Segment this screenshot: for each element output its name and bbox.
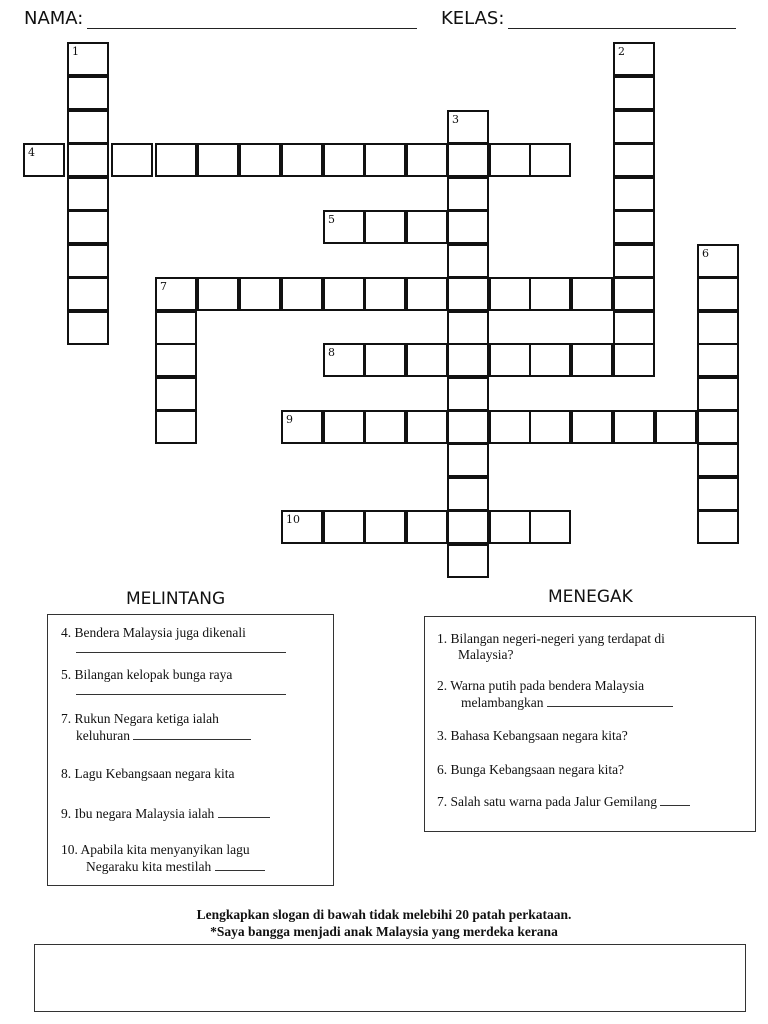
crossword-cell-6[interactable] (697, 244, 739, 278)
clue-number: 5 (328, 213, 335, 226)
crossword-cell[interactable] (613, 343, 655, 377)
down-clue-1: 1. Bilangan negeri-negeri yang terdapat di (437, 631, 665, 646)
crossword-cell[interactable] (697, 311, 739, 345)
crossword-cell[interactable] (613, 177, 655, 211)
name-label: NAMA: (24, 8, 84, 29)
crossword-cell[interactable] (406, 210, 448, 244)
clue-number: 8 (328, 346, 335, 359)
crossword-cell[interactable] (447, 377, 489, 411)
crossword-cell[interactable] (697, 443, 739, 477)
crossword-cell[interactable] (447, 477, 489, 511)
crossword-cell[interactable] (571, 410, 613, 444)
crossword-cell[interactable] (406, 143, 448, 177)
answer-line-2[interactable] (547, 694, 673, 707)
slogan-answer-box[interactable] (34, 944, 746, 1012)
across-clue-5: 5. Bilangan kelopak bunga raya (61, 667, 233, 682)
crossword-cell[interactable] (447, 443, 489, 477)
crossword-cell[interactable] (67, 177, 109, 211)
crossword-cell[interactable] (67, 210, 109, 244)
crossword-cell-4[interactable] (23, 143, 65, 177)
crossword-cell[interactable] (529, 143, 571, 177)
crossword-cell[interactable] (571, 343, 613, 377)
crossword-cell[interactable] (489, 510, 531, 544)
crossword-cell[interactable] (323, 410, 365, 444)
slogan-prompt: *Saya bangga menjadi anak Malaysia yang merdeka kerana (210, 924, 558, 939)
crossword-cell[interactable] (613, 210, 655, 244)
down-clue-1-line2: Malaysia? (458, 647, 514, 662)
crossword-cell[interactable] (447, 143, 489, 177)
crossword-cell[interactable] (697, 277, 739, 311)
clue-number: 6 (702, 247, 709, 260)
crossword-cell[interactable] (655, 410, 697, 444)
crossword-cell[interactable] (67, 76, 109, 110)
across-clue-7-line2: keluhuran (76, 727, 251, 744)
crossword-cell[interactable] (197, 277, 239, 311)
crossword-cell[interactable] (155, 377, 197, 411)
crossword-cell-8[interactable] (323, 343, 365, 377)
crossword-cell[interactable] (571, 277, 613, 311)
crossword-cell-3[interactable] (447, 110, 489, 144)
crossword-cell[interactable] (447, 510, 489, 544)
across-clue-8: 8. Lagu Kebangsaan negara kita (61, 766, 235, 781)
crossword-cell[interactable] (364, 410, 406, 444)
crossword-cell[interactable] (364, 343, 406, 377)
crossword-cell[interactable] (489, 410, 531, 444)
crossword-cell[interactable] (529, 410, 571, 444)
crossword-cell[interactable] (447, 343, 489, 377)
crossword-cell[interactable] (697, 477, 739, 511)
crossword-cell-1[interactable] (67, 42, 109, 76)
crossword-cell[interactable] (155, 311, 197, 345)
down-clue-7: 7. Salah satu warna pada Jalur Gemilang (437, 793, 690, 810)
clue-number: 9 (286, 413, 293, 426)
across-title: MELINTANG (126, 589, 226, 609)
clue-number: 2 (618, 45, 625, 58)
crossword-cell[interactable] (281, 277, 323, 311)
crossword-cell[interactable] (447, 311, 489, 345)
crossword-cell[interactable] (67, 143, 109, 177)
crossword-cell[interactable] (489, 343, 531, 377)
crossword-cell[interactable] (239, 277, 281, 311)
crossword-cell[interactable] (447, 177, 489, 211)
crossword-cell[interactable] (529, 343, 571, 377)
crossword-cell[interactable] (529, 510, 571, 544)
down-clue-6: 6. Bunga Kebangsaan negara kita? (437, 762, 625, 777)
across-clues-box (47, 614, 334, 886)
slogan-instruction: Lengkapkan slogan di bawah tidak melebihi 20 patah perkataan. (196, 907, 572, 922)
across-clue-9: 9. Ibu negara Malaysia ialah (61, 805, 270, 822)
crossword-cell-5[interactable] (323, 210, 365, 244)
across-clue-4: 4. Bendera Malaysia juga dikenali (61, 625, 246, 640)
crossword-cell[interactable] (613, 110, 655, 144)
crossword-cell[interactable] (364, 210, 406, 244)
crossword-cell[interactable] (406, 410, 448, 444)
crossword-cell[interactable] (239, 143, 281, 177)
answer-line-7[interactable] (133, 727, 251, 740)
crossword-cell[interactable] (529, 277, 571, 311)
crossword-cell[interactable] (613, 277, 655, 311)
crossword-cell[interactable] (613, 311, 655, 345)
crossword-cell[interactable] (447, 544, 489, 578)
crossword-cell[interactable] (197, 143, 239, 177)
crossword-cell[interactable] (697, 343, 739, 377)
crossword-cell-10[interactable] (281, 510, 323, 544)
crossword-cell[interactable] (364, 277, 406, 311)
across-clue-10: 10. Apabila kita menyanyikan lagu (61, 842, 250, 857)
crossword-cell[interactable] (697, 510, 739, 544)
crossword-cell[interactable] (67, 244, 109, 278)
crossword-cell[interactable] (323, 277, 365, 311)
crossword-cell[interactable] (406, 277, 448, 311)
crossword-cell-7[interactable] (155, 277, 197, 311)
crossword-cell[interactable] (323, 143, 365, 177)
crossword-cell[interactable] (697, 410, 739, 444)
crossword-cell[interactable] (67, 110, 109, 144)
answer-line-9[interactable] (218, 805, 270, 818)
crossword-cell[interactable] (155, 410, 197, 444)
crossword-cell[interactable] (489, 143, 531, 177)
crossword-cell[interactable] (155, 143, 197, 177)
crossword-cell[interactable] (281, 143, 323, 177)
crossword-cell[interactable] (406, 510, 448, 544)
crossword-cell[interactable] (447, 410, 489, 444)
down-clue-2: 2. Warna putih pada bendera Malaysia (437, 678, 645, 693)
answer-line-5[interactable] (76, 682, 286, 699)
crossword-cell[interactable] (323, 510, 365, 544)
across-clue-7: 7. Rukun Negara ketiga ialah (61, 711, 219, 726)
clue-number: 4 (28, 146, 35, 159)
crossword-cell[interactable] (155, 343, 197, 377)
crossword-cell[interactable] (697, 377, 739, 411)
across-clue-10-line2: Negaraku kita mestilah (86, 858, 265, 875)
crossword-cell[interactable] (406, 343, 448, 377)
crossword-cell[interactable] (364, 510, 406, 544)
crossword-cell[interactable] (111, 143, 153, 177)
clue-number: 1 (72, 45, 79, 58)
answer-line-10[interactable] (215, 858, 265, 871)
crossword-cell-2[interactable] (613, 42, 655, 76)
answer-line-down-7[interactable] (660, 793, 690, 806)
clue-number: 3 (452, 113, 459, 126)
clue-number: 10 (286, 513, 300, 526)
crossword-cell[interactable] (613, 143, 655, 177)
crossword-cell[interactable] (613, 410, 655, 444)
crossword-cell[interactable] (613, 244, 655, 278)
crossword-cell[interactable] (613, 76, 655, 110)
down-clues-box (424, 616, 756, 832)
crossword-cell[interactable] (447, 210, 489, 244)
crossword-cell[interactable] (67, 311, 109, 345)
crossword-cell[interactable] (364, 143, 406, 177)
crossword-cell[interactable] (489, 277, 531, 311)
answer-line-4[interactable] (76, 640, 286, 657)
crossword-cell[interactable] (67, 277, 109, 311)
crossword-cell-9[interactable] (281, 410, 323, 444)
crossword-cell[interactable] (447, 277, 489, 311)
crossword-cell[interactable] (447, 244, 489, 278)
down-clue-2-line2: melambangkan (461, 694, 673, 711)
class-label: KELAS: (441, 8, 505, 29)
down-title: MENEGAK (548, 587, 633, 607)
clue-number: 7 (160, 280, 167, 293)
down-clue-3: 3. Bahasa Kebangsaan negara kita? (437, 728, 628, 743)
